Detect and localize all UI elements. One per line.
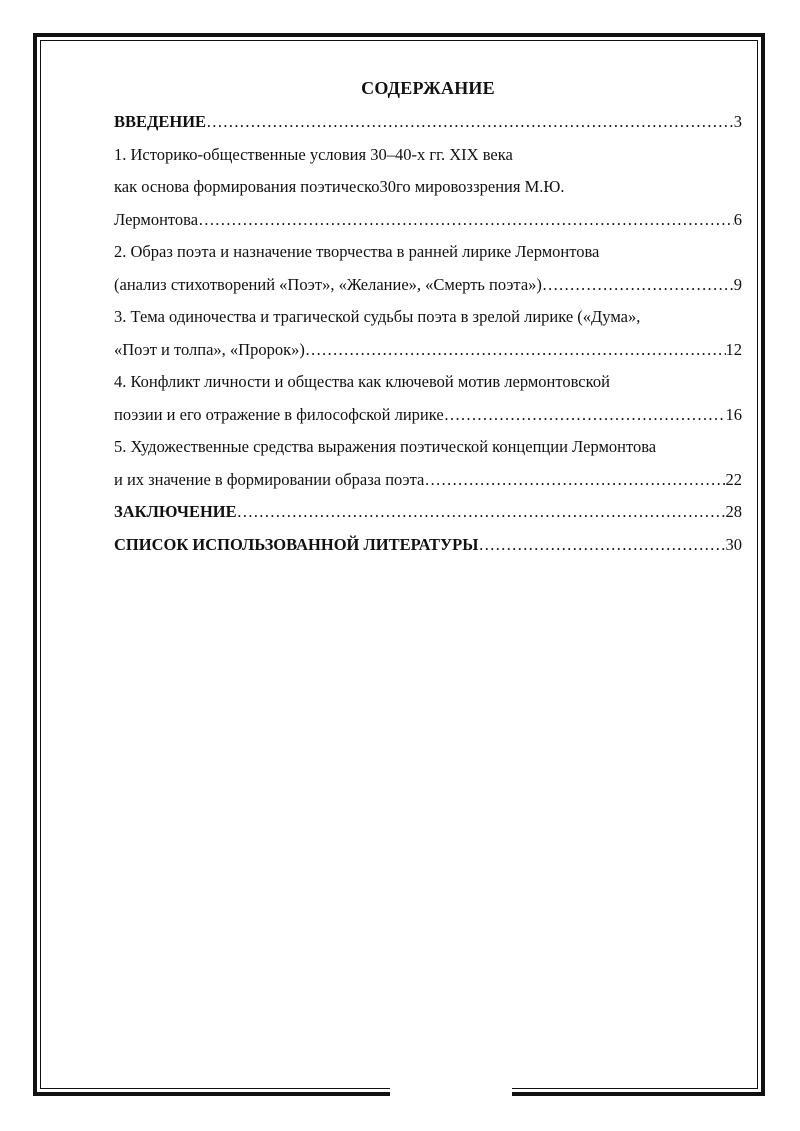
toc-entry-page: 12 (725, 339, 742, 359)
toc-entry-ch2-line1[interactable]: 2. Образ поэта и назначение творчества в ранней лирике Лермонтова (114, 242, 600, 261)
toc-entry-ch4-line1[interactable]: 4. Конфликт личности и общества как ключевой мотив лермонтовской (114, 372, 610, 391)
toc-entry-label: Лермонтова (114, 209, 199, 229)
toc-entry-intro[interactable] (114, 106, 742, 139)
toc-entry-label: ЗАКЛЮЧЕНИЕ (114, 502, 237, 521)
toc-entry-conclusion[interactable] (114, 496, 742, 529)
toc-entry-page: 28 (725, 502, 742, 521)
toc-entry-ch3-line1[interactable]: 3. Тема одиночества и трагической судьбы поэта в зрелой лирике («Дума», (114, 307, 641, 326)
toc-entry-page: 16 (725, 404, 742, 424)
toc-entry-ch2-line2[interactable] (114, 269, 742, 302)
frame-bottom-gap (390, 1086, 512, 1100)
toc-entry-ch1-line3[interactable] (114, 204, 742, 237)
toc-entry-page: 9 (733, 274, 742, 294)
toc-title: СОДЕРЖАНИЕ (361, 78, 495, 98)
toc-entry-ch5-line2[interactable] (114, 464, 742, 497)
toc-entry-label: СПИСОК ИСПОЛЬЗОВАННОЙ ЛИТЕРАТУРЫ (114, 534, 479, 554)
dot-leader (542, 269, 734, 302)
toc-entry-label: поэзии и его отражение в философской лирике (114, 404, 444, 424)
table-of-contents (114, 74, 742, 561)
toc-entry-page: 22 (725, 469, 742, 489)
dot-leader (305, 334, 726, 367)
toc-entry-label: «Поэт и толпа», «Пророк») (114, 339, 305, 359)
dot-leader (198, 204, 734, 237)
toc-entry-page: 3 (733, 112, 742, 131)
toc-entry-references[interactable] (114, 529, 742, 562)
dot-leader (237, 496, 726, 529)
toc-entry-label: (анализ стихотворений «Поэт», «Желание», «Смерть поэта») (114, 274, 542, 294)
dot-leader (444, 399, 726, 432)
dot-leader (478, 529, 725, 562)
toc-entry-ch5-line1[interactable]: 5. Художественные средства выражения поэтической концепции Лермонтова (114, 437, 657, 456)
toc-entry-label: и их значение в формировании образа поэта (114, 469, 425, 489)
toc-entry-ch3-line2[interactable] (114, 334, 742, 367)
dot-leader (206, 106, 734, 139)
toc-entry-page: 6 (733, 209, 742, 229)
toc-entry-ch1-line1[interactable]: 1. Историко-общественные условия 30–40-х гг. XIX века (114, 144, 513, 164)
toc-entry-ch1-line2[interactable]: как основа формирования поэтическо30го мировоззрения М.Ю. (114, 177, 565, 196)
toc-entry-ch4-line2[interactable] (114, 399, 742, 432)
toc-entry-page: 30 (725, 534, 742, 554)
toc-entry-label: ВВЕДЕНИЕ (114, 112, 207, 131)
dot-leader (424, 464, 725, 497)
